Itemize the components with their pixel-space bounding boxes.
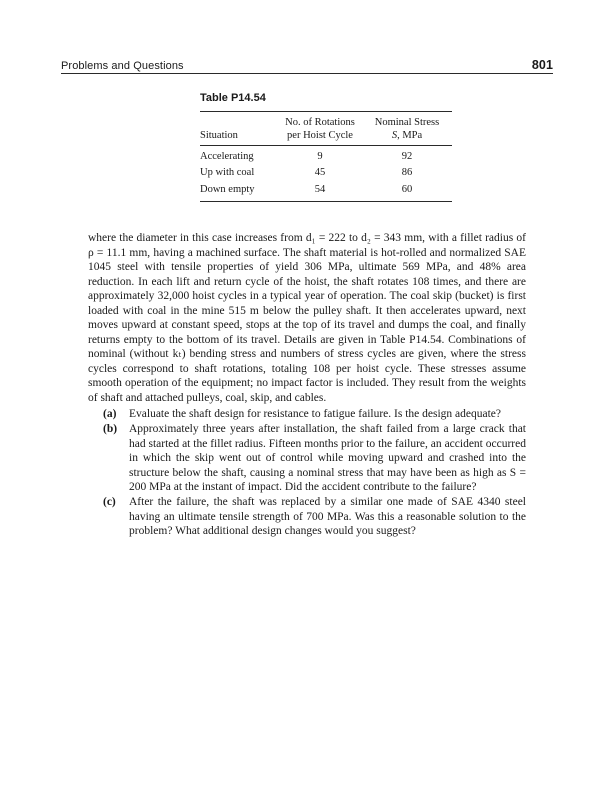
table-header-row	[200, 112, 452, 146]
table-body	[200, 146, 452, 201]
cell-rotations: 54	[314, 183, 326, 195]
cell-stress: 92	[401, 151, 413, 163]
col-header-rotations	[278, 112, 362, 146]
cell-situation: Accelerating	[200, 151, 254, 163]
question-list	[88, 407, 526, 539]
stress-unit: , MPa	[397, 130, 423, 142]
col-header-stress-line2	[362, 129, 452, 142]
table-row	[200, 181, 452, 201]
col-header-rotations-line1: No. of Rotations	[285, 117, 355, 128]
list-item	[88, 422, 526, 495]
item-text: Approximately three years after installation, the shaft failed from a large crack that had started at the fillet radius. Fifteen months prior to the failure, an accident occurred in which the skip went out of control while moving upward and crashed into the structure below the shaft, causing a nominal stress that may have been as high as S = 200 MPa at the instant of impact. Did the accident contribute to the failure?	[129, 423, 526, 493]
problem-paragraph: where the diameter in this case increases from d₁ = 222 to d₂ = 343 mm, with a fillet radius of ρ = 11.1 mm, having a machined surface. The shaft material is hot-rolled and normalized SAE 1045 steel with tensile properties of yield 306 MPa, ultimate 569 MPa, and 48% area reduction. In each lift and return cycle of the hoist, the shaft rotates 108 times, and there are approximately 32,000 hoist cycles in a typical year of operation. The coal skip (bucket) is first loaded with coal in the mine 515 m below the pulley shaft. It then accelerates upward, next moves upward at constant speed, stops at the top of its travel and dumps the coal, and finally returns empty to the bottom of its travel. Details are given in Table P14.54. Combinations of nominal (without kₜ) bending stress and numbers of stress cycles are given, where the stress cycles correspond to shaft rotations, totaling 108 per hoist cycle. These stresses assume smooth operation of the equipment; no impact factor is included. They result from the weights of shaft and attached pulleys, coal, skip, and cables.	[88, 232, 526, 404]
table-title: Table P14.54	[200, 92, 266, 104]
header-section-title: Problems and Questions	[61, 60, 184, 72]
cell-situation: Down empty	[200, 183, 255, 195]
item-label: (a)	[103, 408, 117, 420]
cell-stress: 60	[401, 183, 413, 195]
item-text: Evaluate the shaft design for resistance to fatigue failure. Is the design adequate?	[129, 408, 502, 420]
cell-rotations: 45	[314, 167, 326, 179]
table-head	[200, 112, 452, 146]
page-number: 801	[531, 58, 553, 72]
item-text: After the failure, the shaft was replaced by a similar one made of SAE 4340 steel having an ultimate tensile strength of 700 MPa. Was this a reasonable solution to the problem? What additional design changes would you suggest?	[129, 496, 526, 537]
cell-stress: 86	[401, 167, 413, 179]
header-rule	[61, 73, 553, 74]
problem-text	[88, 231, 526, 539]
table-row	[200, 146, 452, 165]
table-block	[200, 92, 452, 202]
col-header-situation: Situation	[200, 112, 278, 146]
item-label: (c)	[103, 496, 116, 508]
stress-symbol: S	[391, 130, 398, 142]
list-item	[88, 495, 526, 539]
cell-situation: Up with coal	[200, 167, 255, 179]
page-header	[61, 58, 553, 72]
col-header-stress-line1: Nominal Stress	[374, 117, 440, 128]
table-row	[200, 165, 452, 181]
item-label: (b)	[103, 423, 118, 435]
col-header-stress	[362, 112, 452, 146]
cell-rotations: 9	[317, 151, 323, 163]
data-table	[200, 111, 452, 202]
list-item	[88, 407, 526, 422]
col-header-rotations-line2: per Hoist Cycle	[287, 130, 353, 142]
